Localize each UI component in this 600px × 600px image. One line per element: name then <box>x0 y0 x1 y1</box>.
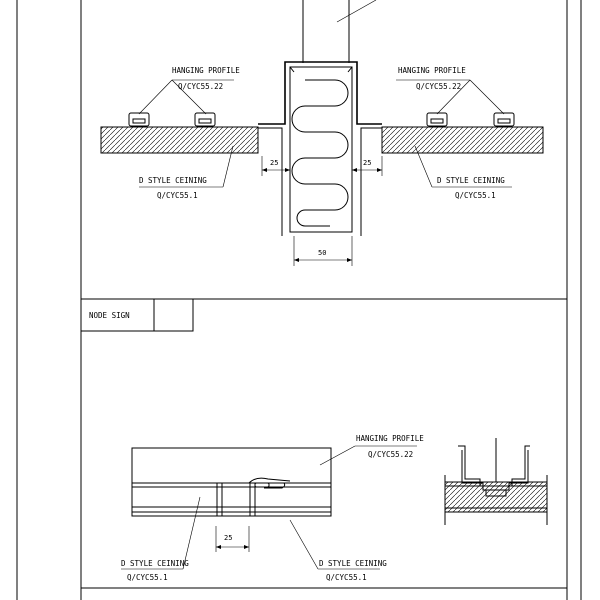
svg-text:Q/CYC55.1: Q/CYC55.1 <box>157 191 198 200</box>
svg-text:Q/CYC55.1: Q/CYC55.1 <box>455 191 496 200</box>
top-left-ceiling-callout <box>139 146 233 200</box>
small-side-section <box>445 438 547 525</box>
bottom-right-ceiling-callout <box>290 520 387 582</box>
top-right-ceiling-callout <box>415 146 512 200</box>
svg-text:Q/CYC55.1: Q/CYC55.1 <box>326 573 367 582</box>
top-section-detail <box>101 0 543 266</box>
insulation-spring <box>292 80 348 226</box>
bottom-section-detail <box>121 434 547 582</box>
bottom-dim-25 <box>216 526 249 552</box>
dim-left-25 <box>262 156 290 176</box>
svg-text:HANGING PROFILE: HANGING PROFILE <box>172 66 240 75</box>
svg-text:25: 25 <box>363 159 372 167</box>
svg-text:25: 25 <box>224 534 233 542</box>
svg-text:HANGING PROFILE: HANGING PROFILE <box>398 66 466 75</box>
top-left-profile-callout <box>139 66 240 114</box>
svg-text:HANGING PROFILE: HANGING PROFILE <box>356 434 424 443</box>
bottom-profile-callout <box>320 434 424 465</box>
dim-right-25 <box>352 156 382 176</box>
top-right-profile-callout <box>396 66 504 114</box>
svg-text:50: 50 <box>318 249 327 257</box>
left-hanging-clips <box>129 113 215 126</box>
svg-text:Q/CYC55.1: Q/CYC55.1 <box>127 573 168 582</box>
bottom-left-ceiling-callout <box>121 497 200 582</box>
svg-text:Q/CYC55.22: Q/CYC55.22 <box>368 450 414 459</box>
right-ceiling-panel <box>382 127 543 153</box>
dim-50 <box>294 236 352 266</box>
right-hanging-clips <box>427 113 514 126</box>
node-sign-table <box>81 299 193 331</box>
node-sign-label: NODE SIGN <box>89 311 130 320</box>
svg-text:D STYLE CEINING: D STYLE CEINING <box>139 176 207 185</box>
left-ceiling-panel <box>101 127 258 153</box>
svg-text:D STYLE CEINING: D STYLE CEINING <box>121 559 189 568</box>
svg-text:D STYLE CEINING: D STYLE CEINING <box>437 176 505 185</box>
svg-text:25: 25 <box>270 159 279 167</box>
svg-text:D STYLE CEINING: D STYLE CEINING <box>319 559 387 568</box>
svg-text:Q/CYC55.22: Q/CYC55.22 <box>416 82 462 91</box>
svg-text:Q/CYC55.22: Q/CYC55.22 <box>178 82 224 91</box>
